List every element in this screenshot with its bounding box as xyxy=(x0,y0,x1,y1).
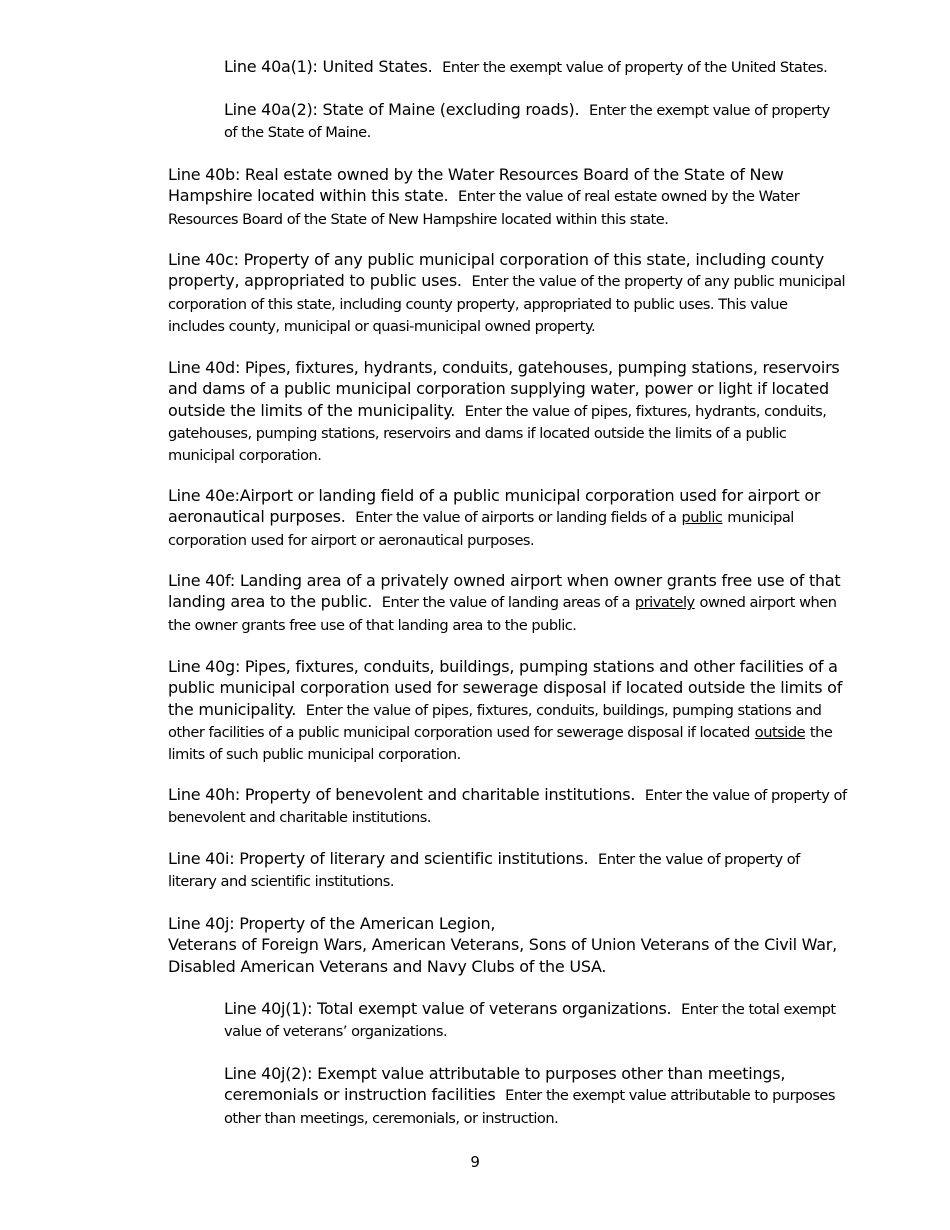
entry-text: Line 40j(2): Exempt value attributable to purposes other than meetings, ceremonials or instruction facilities xyxy=(224,1064,786,1105)
entry-text: Line 40a(1): United States. xyxy=(224,57,433,76)
entry-text: Line 40j(1): Total exempt value of veterans organizations. xyxy=(224,999,672,1018)
instruction-text: Enter the value of pipes, fixtures, conduits, buildings, pumping stations and other facilities of a public municipal corporation used for sewerage disposal if located xyxy=(168,701,822,741)
entry-text-line2: Veterans of Foreign Wars, American Veterans, Sons of Union Veterans of the Civil War, Disabled American Veterans and Navy Clubs of the USA. xyxy=(168,935,837,976)
paragraph-line-40b xyxy=(168,164,848,230)
paragraph-line-40d xyxy=(168,357,848,466)
entry-text: Line 40i: Property of literary and scientific institutions. xyxy=(168,849,589,868)
entry-text: Line 40h: Property of benevolent and charitable institutions. xyxy=(168,785,636,804)
instruction-text: Enter the value of the property of any public municipal corporation of this state, including county property, appropriated to public uses. This value includes county, municipal or quasi-municipal owned property. xyxy=(168,273,846,335)
entry-text: Line 40g: Pipes, fixtures, conduits, buildings, pumping stations and other facilities of a public municipal corporation used for sewerage disposal if located outside the limits of the municipality. xyxy=(168,657,843,719)
instruction-text: Enter the total exempt value of veterans’ organizations. xyxy=(224,1001,836,1041)
paragraph-line-40h xyxy=(168,784,848,829)
underlined-word: privately xyxy=(634,594,695,612)
paragraph-line-40g xyxy=(168,656,848,765)
instruction-text-cont: owned airport when the owner grants free use of that landing area to the public. xyxy=(168,594,837,634)
paragraph-line-40e xyxy=(168,485,848,551)
paragraph-line-40i xyxy=(168,848,848,893)
underlined-word: outside xyxy=(754,723,806,741)
paragraph-line-40a2 xyxy=(224,99,844,144)
paragraph-line-40j1 xyxy=(224,998,844,1043)
entry-text: Line 40b: Real estate owned by the Water Resources Board of the State of New Hampshire located within this state. xyxy=(168,165,784,206)
instruction-text: Enter the value of property of literary and scientific institutions. xyxy=(168,851,800,891)
instruction-text: Enter the exempt value of property of the State of Maine. xyxy=(224,102,830,142)
page-number: 9 xyxy=(470,1153,480,1171)
paragraph-line-40c xyxy=(168,249,848,337)
entry-text: Line 40c: Property of any public municipal corporation of this state, including county property, appropriated to public uses. xyxy=(168,250,824,291)
instruction-text-cont: municipal corporation used for airport or aeronautical purposes. xyxy=(168,509,794,549)
paragraph-line-40a1 xyxy=(224,56,844,78)
underlined-word: public xyxy=(681,509,723,527)
instruction-text: Enter the exempt value of property of the United States. xyxy=(442,59,828,76)
entry-text: Line 40a(2): State of Maine (excluding roads). xyxy=(224,100,580,119)
instruction-text-cont: the limits of such public municipal corporation. xyxy=(168,723,833,764)
instruction-text: Enter the value of real estate owned by the Water Resources Board of the State of New Hampshire located within this state. xyxy=(168,188,800,228)
instruction-text: Enter the value of airports or landing fields of a xyxy=(355,509,677,527)
entry-text-line1: Line 40j: Property of the American Legion, xyxy=(168,914,496,933)
instruction-text: Enter the value of landing areas of a xyxy=(381,594,631,612)
paragraph-line-40f xyxy=(168,570,848,636)
entry-text: Line 40f: Landing area of a privately owned airport when owner grants free use of that landing area to the public. xyxy=(168,571,841,612)
entry-text: Line 40e:Airport or landing field of a public municipal corporation used for airport or aeronautical purposes. xyxy=(168,486,821,527)
instruction-text: Enter the exempt value attributable to purposes other than meetings, ceremonials, or instruction. xyxy=(224,1087,836,1127)
instruction-text: Enter the value of property of benevolent and charitable institutions. xyxy=(168,787,847,827)
entry-text: Line 40d: Pipes, fixtures, hydrants, conduits, gatehouses, pumping stations, reservoirs and dams of a public municipal corporation supplying water, power or light if located outside the limits of the municipality. xyxy=(168,358,840,420)
instruction-text: Enter the value of pipes, fixtures, hydrants, conduits, gatehouses, pumping stations, reservoirs and dams if located outside the limits of a public municipal corporation. xyxy=(168,402,827,465)
paragraph-line-40j xyxy=(168,913,848,977)
paragraph-line-40j2 xyxy=(224,1063,844,1129)
